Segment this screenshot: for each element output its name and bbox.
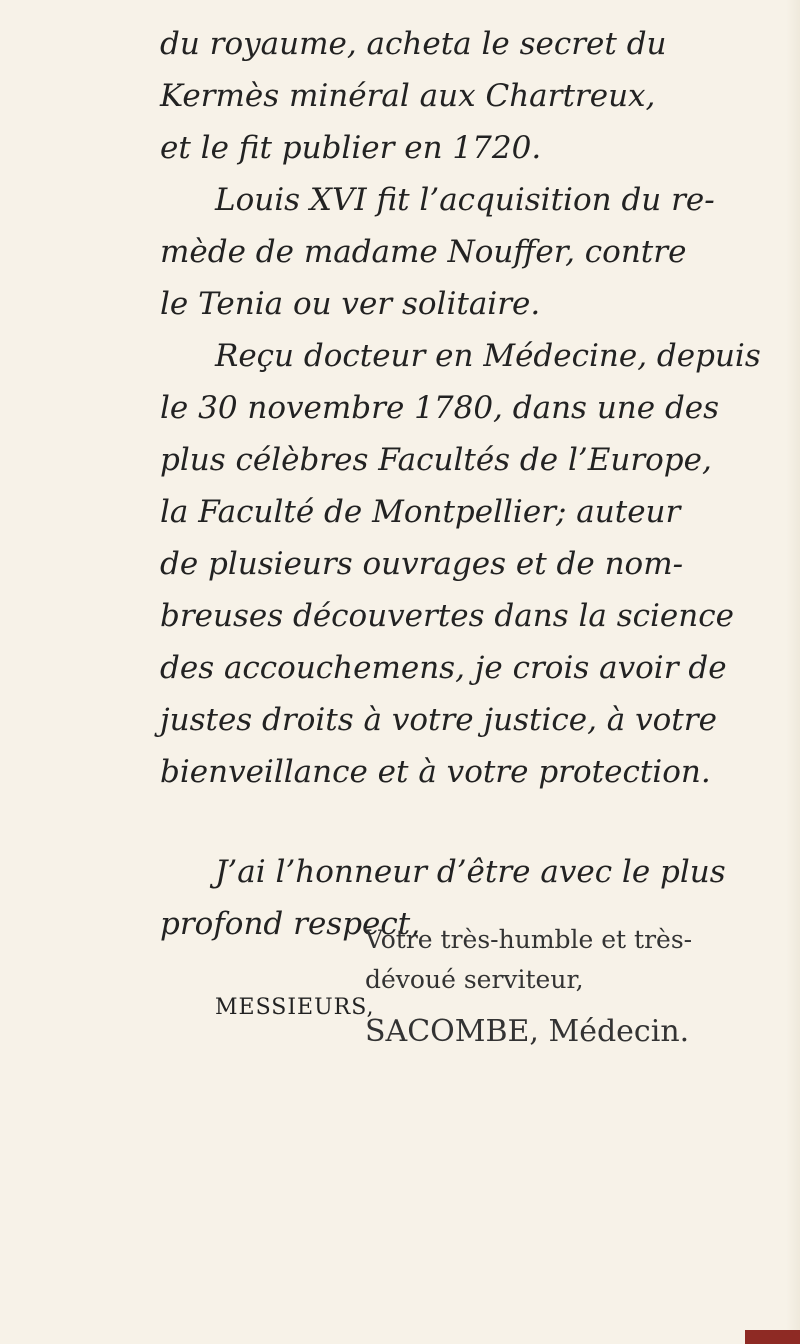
red-bookmark-strip: [745, 1330, 800, 1344]
text-line: plus célèbres Facultés de l’Europe,: [160, 442, 712, 478]
text-line: Kermès minéral aux Chartreux,: [160, 78, 656, 114]
text-line: justes droits à votre justice, à votre: [160, 702, 717, 738]
signature-line-2: dévoué serviteur,: [365, 965, 584, 994]
text-line: du royaume, acheta le secret du: [160, 26, 667, 62]
text-line: des accouchemens, je crois avoir de: [160, 650, 727, 686]
text-line: et le fit publier en 1720.: [160, 130, 542, 166]
closing-line: profond respect,: [160, 906, 421, 942]
text-line: Louis XVI fit l’acquisition du re-: [215, 182, 715, 218]
closing-line: J’ai l’honneur d’être avec le plus: [215, 854, 726, 890]
text-line: le Tenia ou ver solitaire.: [160, 286, 541, 322]
main-text-block: [160, 18, 761, 1034]
text-line: mède de madame Nouffer, contre: [160, 234, 687, 270]
signature-block: [365, 920, 755, 1052]
text-line: Reçu docteur en Médecine, depuis: [215, 338, 761, 374]
page-edge-shadow: [786, 0, 800, 1344]
text-line: breuses découvertes dans la science: [160, 598, 734, 634]
text-line: la Faculté de Montpellier; auteur: [160, 494, 681, 530]
signer-name: SACOMBE, Médecin.: [365, 1014, 690, 1049]
text-line: le 30 novembre 1780, dans une des: [160, 390, 720, 426]
text-line: bienveillance et à votre protection.: [160, 754, 711, 790]
salutation: MESSIEURS,: [215, 995, 375, 1020]
signature-line-1: Votre très-humble et très-: [365, 925, 693, 954]
text-line: de plusieurs ouvrages et de nom-: [160, 546, 684, 582]
